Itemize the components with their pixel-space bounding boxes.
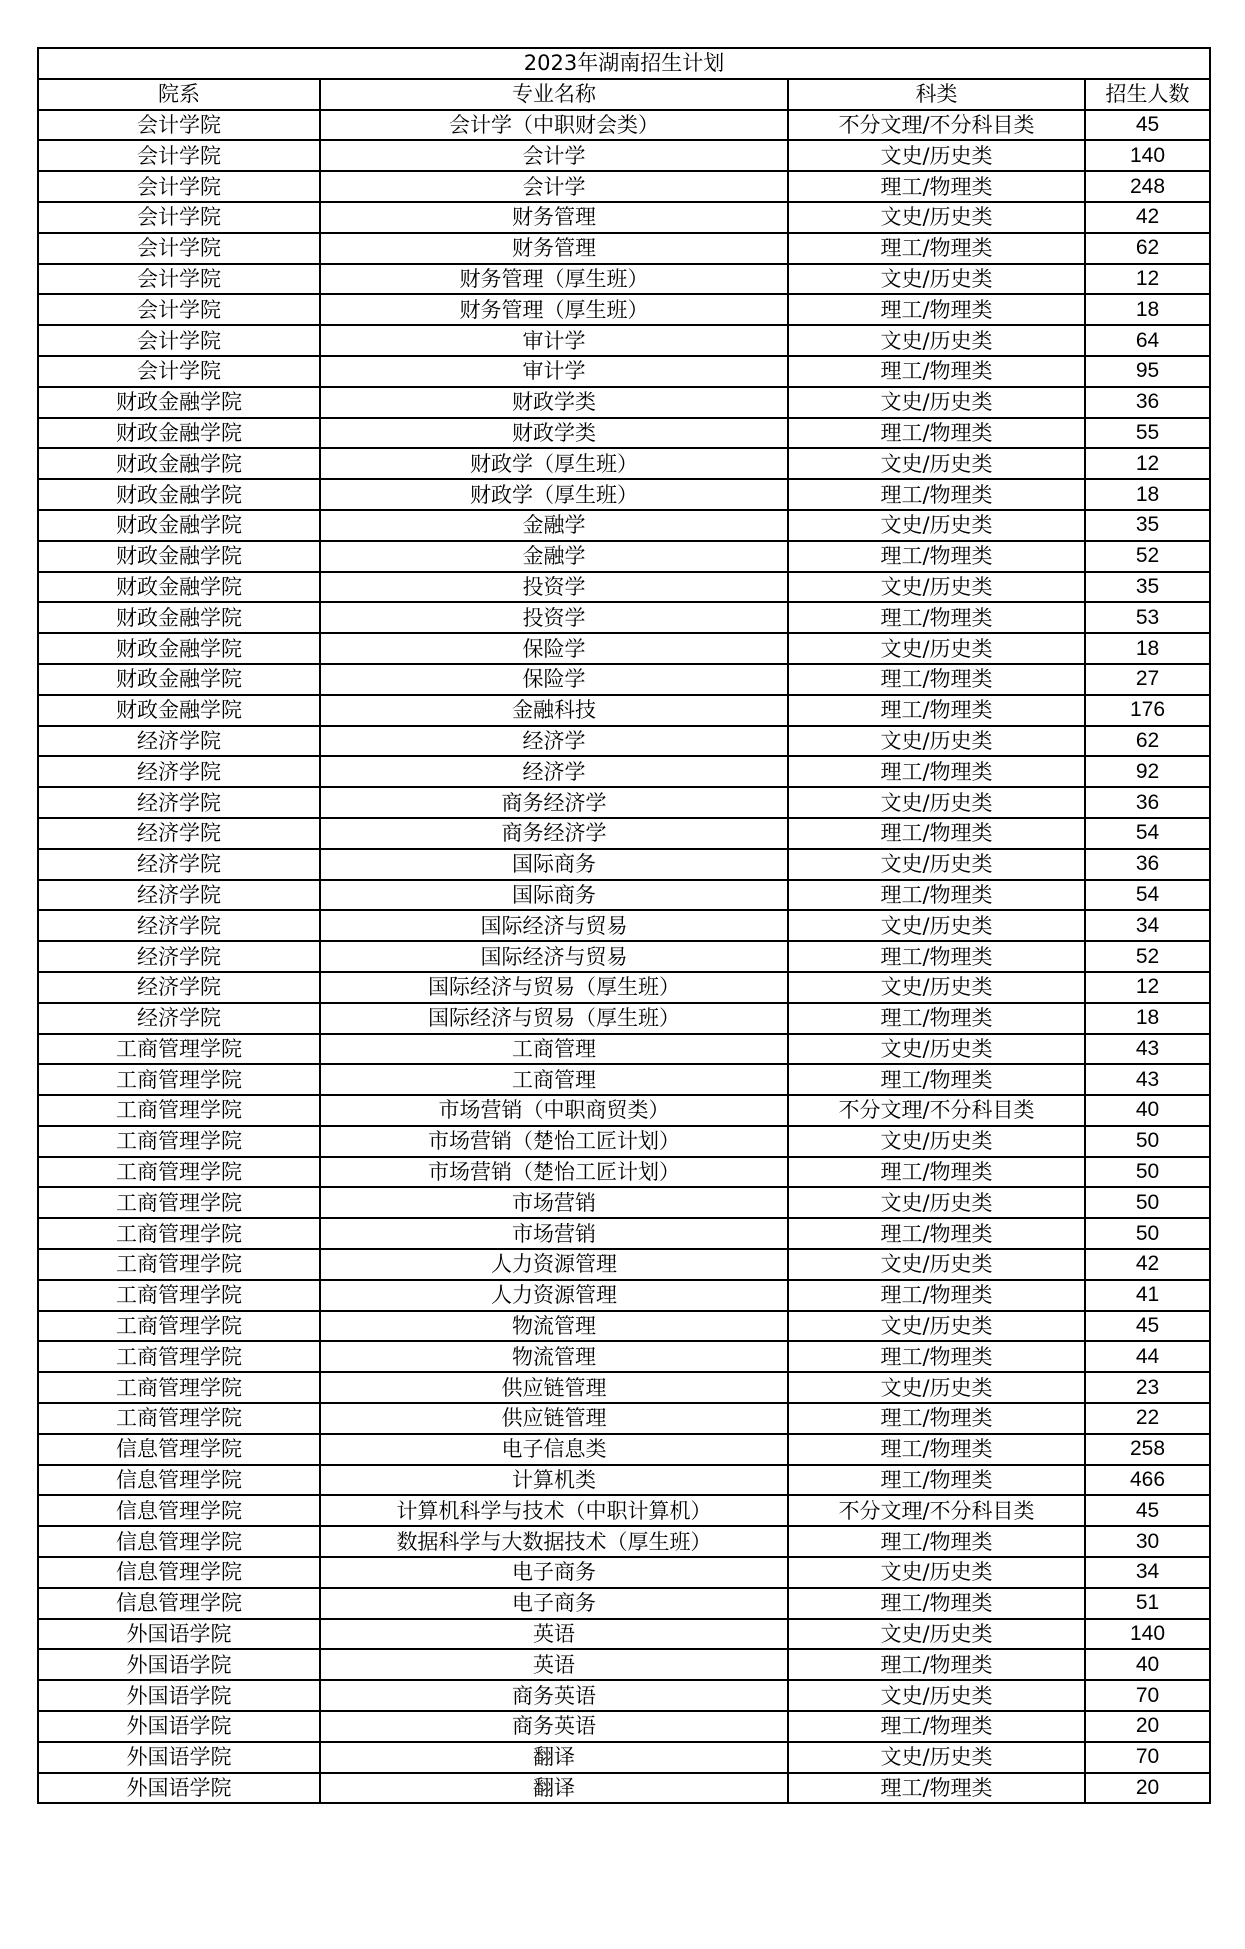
department-cell: 外国语学院 xyxy=(38,1619,320,1650)
table-row xyxy=(38,1003,1210,1034)
count-cell: 258 xyxy=(1085,1434,1210,1465)
major-cell: 会计学（中职财会类） xyxy=(320,110,788,141)
table-row xyxy=(38,1711,1210,1742)
count-cell: 50 xyxy=(1085,1218,1210,1249)
department-cell: 工商管理学院 xyxy=(38,1218,320,1249)
major-cell: 投资学 xyxy=(320,602,788,633)
category-cell: 文史/历史类 xyxy=(788,1034,1085,1065)
category-cell: 理工/物理类 xyxy=(788,1434,1085,1465)
major-cell: 人力资源管理 xyxy=(320,1249,788,1280)
category-cell: 理工/物理类 xyxy=(788,1526,1085,1557)
major-cell: 商务经济学 xyxy=(320,787,788,818)
major-cell: 供应链管理 xyxy=(320,1403,788,1434)
major-cell: 工商管理 xyxy=(320,1064,788,1095)
category-cell: 文史/历史类 xyxy=(788,572,1085,603)
category-cell: 文史/历史类 xyxy=(788,1311,1085,1342)
major-cell: 财政学（厚生班） xyxy=(320,479,788,510)
department-cell: 财政金融学院 xyxy=(38,602,320,633)
table-row xyxy=(38,1557,1210,1588)
count-cell: 140 xyxy=(1085,140,1210,171)
department-cell: 会计学院 xyxy=(38,110,320,141)
count-cell: 23 xyxy=(1085,1372,1210,1403)
department-cell: 财政金融学院 xyxy=(38,541,320,572)
department-cell: 经济学院 xyxy=(38,756,320,787)
major-cell: 市场营销（楚怡工匠计划） xyxy=(320,1157,788,1188)
table-row xyxy=(38,726,1210,757)
category-cell: 不分文理/不分科目类 xyxy=(788,1095,1085,1126)
major-cell: 工商管理 xyxy=(320,1034,788,1065)
department-cell: 外国语学院 xyxy=(38,1773,320,1804)
department-cell: 会计学院 xyxy=(38,264,320,295)
count-cell: 34 xyxy=(1085,910,1210,941)
count-cell: 12 xyxy=(1085,972,1210,1003)
category-cell: 理工/物理类 xyxy=(788,1711,1085,1742)
department-cell: 财政金融学院 xyxy=(38,572,320,603)
count-cell: 35 xyxy=(1085,572,1210,603)
category-cell: 文史/历史类 xyxy=(788,325,1085,356)
major-cell: 保险学 xyxy=(320,664,788,695)
count-cell: 50 xyxy=(1085,1187,1210,1218)
count-cell: 95 xyxy=(1085,356,1210,387)
department-cell: 会计学院 xyxy=(38,294,320,325)
major-cell: 国际经济与贸易（厚生班） xyxy=(320,1003,788,1034)
category-cell: 理工/物理类 xyxy=(788,171,1085,202)
department-cell: 经济学院 xyxy=(38,787,320,818)
category-cell: 文史/历史类 xyxy=(788,387,1085,418)
count-cell: 50 xyxy=(1085,1126,1210,1157)
count-cell: 34 xyxy=(1085,1557,1210,1588)
major-cell: 市场营销（中职商贸类） xyxy=(320,1095,788,1126)
major-cell: 金融科技 xyxy=(320,695,788,726)
major-cell: 商务英语 xyxy=(320,1711,788,1742)
count-cell: 62 xyxy=(1085,233,1210,264)
count-cell: 27 xyxy=(1085,664,1210,695)
category-cell: 文史/历史类 xyxy=(788,787,1085,818)
table-row xyxy=(38,1280,1210,1311)
count-cell: 20 xyxy=(1085,1711,1210,1742)
count-cell: 18 xyxy=(1085,294,1210,325)
major-cell: 金融学 xyxy=(320,541,788,572)
category-cell: 理工/物理类 xyxy=(788,1341,1085,1372)
category-cell: 理工/物理类 xyxy=(788,695,1085,726)
department-cell: 经济学院 xyxy=(38,941,320,972)
table-row xyxy=(38,1064,1210,1095)
major-cell: 国际商务 xyxy=(320,849,788,880)
category-cell: 理工/物理类 xyxy=(788,1403,1085,1434)
department-cell: 经济学院 xyxy=(38,910,320,941)
department-cell: 经济学院 xyxy=(38,726,320,757)
category-cell: 理工/物理类 xyxy=(788,1280,1085,1311)
table-row xyxy=(38,1649,1210,1680)
category-cell: 文史/历史类 xyxy=(788,633,1085,664)
category-cell: 文史/历史类 xyxy=(788,1249,1085,1280)
category-cell: 不分文理/不分科目类 xyxy=(788,1495,1085,1526)
count-cell: 36 xyxy=(1085,787,1210,818)
major-cell: 会计学 xyxy=(320,140,788,171)
major-cell: 国际经济与贸易（厚生班） xyxy=(320,972,788,1003)
major-cell: 财务管理 xyxy=(320,233,788,264)
department-cell: 会计学院 xyxy=(38,233,320,264)
category-cell: 文史/历史类 xyxy=(788,1680,1085,1711)
major-cell: 数据科学与大数据技术（厚生班） xyxy=(320,1526,788,1557)
table-row xyxy=(38,1773,1210,1804)
count-cell: 12 xyxy=(1085,448,1210,479)
category-cell: 不分文理/不分科目类 xyxy=(788,110,1085,141)
category-cell: 理工/物理类 xyxy=(788,1588,1085,1619)
major-cell: 财务管理（厚生班） xyxy=(320,264,788,295)
category-cell: 文史/历史类 xyxy=(788,1187,1085,1218)
table-row xyxy=(38,756,1210,787)
table-row xyxy=(38,664,1210,695)
department-cell: 信息管理学院 xyxy=(38,1588,320,1619)
table-row xyxy=(38,233,1210,264)
count-cell: 36 xyxy=(1085,849,1210,880)
table-row xyxy=(38,1034,1210,1065)
table-row xyxy=(38,1095,1210,1126)
department-cell: 工商管理学院 xyxy=(38,1157,320,1188)
table-row xyxy=(38,880,1210,911)
category-cell: 理工/物理类 xyxy=(788,602,1085,633)
category-cell: 文史/历史类 xyxy=(788,849,1085,880)
count-cell: 51 xyxy=(1085,1588,1210,1619)
category-cell: 理工/物理类 xyxy=(788,1773,1085,1804)
count-cell: 62 xyxy=(1085,726,1210,757)
department-cell: 经济学院 xyxy=(38,972,320,1003)
table-row xyxy=(38,448,1210,479)
table-row xyxy=(38,1187,1210,1218)
department-cell: 信息管理学院 xyxy=(38,1495,320,1526)
department-cell: 会计学院 xyxy=(38,356,320,387)
category-cell: 文史/历史类 xyxy=(788,972,1085,1003)
department-cell: 信息管理学院 xyxy=(38,1557,320,1588)
department-cell: 工商管理学院 xyxy=(38,1064,320,1095)
category-cell: 文史/历史类 xyxy=(788,202,1085,233)
table-row xyxy=(38,941,1210,972)
table-row xyxy=(38,479,1210,510)
table-row xyxy=(38,1311,1210,1342)
table-row xyxy=(38,1742,1210,1773)
category-cell: 理工/物理类 xyxy=(788,756,1085,787)
count-cell: 176 xyxy=(1085,695,1210,726)
department-cell: 外国语学院 xyxy=(38,1680,320,1711)
department-cell: 财政金融学院 xyxy=(38,448,320,479)
category-cell: 理工/物理类 xyxy=(788,541,1085,572)
major-cell: 翻译 xyxy=(320,1742,788,1773)
table-row xyxy=(38,1157,1210,1188)
count-cell: 36 xyxy=(1085,387,1210,418)
table-row xyxy=(38,110,1210,141)
department-cell: 会计学院 xyxy=(38,325,320,356)
header-department: 院系 xyxy=(38,79,320,110)
table-row xyxy=(38,572,1210,603)
category-cell: 文史/历史类 xyxy=(788,448,1085,479)
table-row xyxy=(38,1341,1210,1372)
table-row xyxy=(38,787,1210,818)
category-cell: 理工/物理类 xyxy=(788,294,1085,325)
count-cell: 54 xyxy=(1085,818,1210,849)
department-cell: 工商管理学院 xyxy=(38,1249,320,1280)
count-cell: 40 xyxy=(1085,1095,1210,1126)
major-cell: 市场营销 xyxy=(320,1218,788,1249)
table-row xyxy=(38,541,1210,572)
category-cell: 文史/历史类 xyxy=(788,1619,1085,1650)
table-row xyxy=(38,1126,1210,1157)
count-cell: 12 xyxy=(1085,264,1210,295)
count-cell: 54 xyxy=(1085,880,1210,911)
department-cell: 工商管理学院 xyxy=(38,1126,320,1157)
major-cell: 供应链管理 xyxy=(320,1372,788,1403)
count-cell: 45 xyxy=(1085,1495,1210,1526)
department-cell: 财政金融学院 xyxy=(38,695,320,726)
category-cell: 理工/物理类 xyxy=(788,233,1085,264)
table-row xyxy=(38,1526,1210,1557)
table-row xyxy=(38,1588,1210,1619)
major-cell: 保险学 xyxy=(320,633,788,664)
category-cell: 理工/物理类 xyxy=(788,941,1085,972)
major-cell: 经济学 xyxy=(320,756,788,787)
major-cell: 计算机科学与技术（中职计算机） xyxy=(320,1495,788,1526)
count-cell: 20 xyxy=(1085,1773,1210,1804)
major-cell: 英语 xyxy=(320,1649,788,1680)
table-row xyxy=(38,849,1210,880)
category-cell: 理工/物理类 xyxy=(788,1157,1085,1188)
count-cell: 140 xyxy=(1085,1619,1210,1650)
department-cell: 会计学院 xyxy=(38,171,320,202)
table-row xyxy=(38,325,1210,356)
category-cell: 文史/历史类 xyxy=(788,1372,1085,1403)
department-cell: 外国语学院 xyxy=(38,1649,320,1680)
major-cell: 财政学（厚生班） xyxy=(320,448,788,479)
department-cell: 工商管理学院 xyxy=(38,1311,320,1342)
count-cell: 43 xyxy=(1085,1034,1210,1065)
major-cell: 金融学 xyxy=(320,510,788,541)
table-row xyxy=(38,510,1210,541)
department-cell: 经济学院 xyxy=(38,880,320,911)
category-cell: 文史/历史类 xyxy=(788,910,1085,941)
department-cell: 会计学院 xyxy=(38,202,320,233)
category-cell: 文史/历史类 xyxy=(788,1126,1085,1157)
table-row xyxy=(38,1434,1210,1465)
major-cell: 物流管理 xyxy=(320,1311,788,1342)
major-cell: 电子信息类 xyxy=(320,1434,788,1465)
table-row xyxy=(38,294,1210,325)
major-cell: 商务英语 xyxy=(320,1680,788,1711)
table-row xyxy=(38,972,1210,1003)
major-cell: 会计学 xyxy=(320,171,788,202)
department-cell: 经济学院 xyxy=(38,818,320,849)
department-cell: 工商管理学院 xyxy=(38,1372,320,1403)
count-cell: 42 xyxy=(1085,1249,1210,1280)
category-cell: 文史/历史类 xyxy=(788,726,1085,757)
category-cell: 文史/历史类 xyxy=(788,1742,1085,1773)
major-cell: 国际经济与贸易 xyxy=(320,941,788,972)
table-row xyxy=(38,171,1210,202)
count-cell: 64 xyxy=(1085,325,1210,356)
table-row xyxy=(38,356,1210,387)
header-category: 科类 xyxy=(788,79,1085,110)
table-row xyxy=(38,387,1210,418)
major-cell: 国际经济与贸易 xyxy=(320,910,788,941)
department-cell: 工商管理学院 xyxy=(38,1403,320,1434)
category-cell: 文史/历史类 xyxy=(788,264,1085,295)
major-cell: 财务管理 xyxy=(320,202,788,233)
table-row xyxy=(38,1372,1210,1403)
table-row xyxy=(38,1465,1210,1496)
count-cell: 43 xyxy=(1085,1064,1210,1095)
department-cell: 信息管理学院 xyxy=(38,1526,320,1557)
major-cell: 财政学类 xyxy=(320,418,788,449)
major-cell: 物流管理 xyxy=(320,1341,788,1372)
table-row xyxy=(38,418,1210,449)
department-cell: 信息管理学院 xyxy=(38,1465,320,1496)
count-cell: 248 xyxy=(1085,171,1210,202)
category-cell: 理工/物理类 xyxy=(788,664,1085,695)
count-cell: 35 xyxy=(1085,510,1210,541)
major-cell: 审计学 xyxy=(320,325,788,356)
major-cell: 电子商务 xyxy=(320,1588,788,1619)
department-cell: 财政金融学院 xyxy=(38,387,320,418)
table-row xyxy=(38,633,1210,664)
count-cell: 53 xyxy=(1085,602,1210,633)
department-cell: 财政金融学院 xyxy=(38,418,320,449)
department-cell: 信息管理学院 xyxy=(38,1434,320,1465)
category-cell: 理工/物理类 xyxy=(788,1003,1085,1034)
count-cell: 18 xyxy=(1085,479,1210,510)
count-cell: 22 xyxy=(1085,1403,1210,1434)
major-cell: 国际商务 xyxy=(320,880,788,911)
table-row xyxy=(38,910,1210,941)
count-cell: 18 xyxy=(1085,633,1210,664)
department-cell: 工商管理学院 xyxy=(38,1034,320,1065)
count-cell: 466 xyxy=(1085,1465,1210,1496)
major-cell: 翻译 xyxy=(320,1773,788,1804)
table-row xyxy=(38,202,1210,233)
header-count: 招生人数 xyxy=(1085,79,1210,110)
department-cell: 财政金融学院 xyxy=(38,510,320,541)
table-row xyxy=(38,1619,1210,1650)
major-cell: 经济学 xyxy=(320,726,788,757)
major-cell: 市场营销 xyxy=(320,1187,788,1218)
major-cell: 人力资源管理 xyxy=(320,1280,788,1311)
department-cell: 经济学院 xyxy=(38,1003,320,1034)
department-cell: 工商管理学院 xyxy=(38,1095,320,1126)
category-cell: 文史/历史类 xyxy=(788,140,1085,171)
major-cell: 投资学 xyxy=(320,572,788,603)
count-cell: 45 xyxy=(1085,110,1210,141)
major-cell: 财政学类 xyxy=(320,387,788,418)
major-cell: 审计学 xyxy=(320,356,788,387)
table-row xyxy=(38,1680,1210,1711)
table-body xyxy=(38,110,1210,1804)
category-cell: 理工/物理类 xyxy=(788,418,1085,449)
table-row xyxy=(38,602,1210,633)
department-cell: 外国语学院 xyxy=(38,1742,320,1773)
count-cell: 55 xyxy=(1085,418,1210,449)
department-cell: 财政金融学院 xyxy=(38,633,320,664)
table-row xyxy=(38,1249,1210,1280)
major-cell: 财务管理（厚生班） xyxy=(320,294,788,325)
title-row xyxy=(38,48,1210,79)
count-cell: 92 xyxy=(1085,756,1210,787)
count-cell: 70 xyxy=(1085,1742,1210,1773)
count-cell: 52 xyxy=(1085,941,1210,972)
header-major: 专业名称 xyxy=(320,79,788,110)
category-cell: 理工/物理类 xyxy=(788,880,1085,911)
category-cell: 理工/物理类 xyxy=(788,1064,1085,1095)
table-row xyxy=(38,1495,1210,1526)
category-cell: 理工/物理类 xyxy=(788,1465,1085,1496)
count-cell: 30 xyxy=(1085,1526,1210,1557)
major-cell: 商务经济学 xyxy=(320,818,788,849)
count-cell: 70 xyxy=(1085,1680,1210,1711)
count-cell: 45 xyxy=(1085,1311,1210,1342)
category-cell: 文史/历史类 xyxy=(788,1557,1085,1588)
department-cell: 工商管理学院 xyxy=(38,1341,320,1372)
table-row xyxy=(38,1218,1210,1249)
department-cell: 财政金融学院 xyxy=(38,479,320,510)
count-cell: 44 xyxy=(1085,1341,1210,1372)
category-cell: 文史/历史类 xyxy=(788,510,1085,541)
table-row xyxy=(38,695,1210,726)
count-cell: 52 xyxy=(1085,541,1210,572)
category-cell: 理工/物理类 xyxy=(788,1649,1085,1680)
table-row xyxy=(38,818,1210,849)
enrollment-plan-table xyxy=(37,47,1211,1804)
major-cell: 英语 xyxy=(320,1619,788,1650)
table-row xyxy=(38,1403,1210,1434)
count-cell: 50 xyxy=(1085,1157,1210,1188)
table-title: 2023年湖南招生计划 xyxy=(38,48,1210,79)
count-cell: 42 xyxy=(1085,202,1210,233)
major-cell: 计算机类 xyxy=(320,1465,788,1496)
department-cell: 经济学院 xyxy=(38,849,320,880)
department-cell: 工商管理学院 xyxy=(38,1187,320,1218)
major-cell: 电子商务 xyxy=(320,1557,788,1588)
category-cell: 理工/物理类 xyxy=(788,1218,1085,1249)
count-cell: 18 xyxy=(1085,1003,1210,1034)
category-cell: 理工/物理类 xyxy=(788,356,1085,387)
department-cell: 外国语学院 xyxy=(38,1711,320,1742)
department-cell: 财政金融学院 xyxy=(38,664,320,695)
count-cell: 40 xyxy=(1085,1649,1210,1680)
category-cell: 理工/物理类 xyxy=(788,818,1085,849)
header-row xyxy=(38,79,1210,110)
table-row xyxy=(38,264,1210,295)
department-cell: 会计学院 xyxy=(38,140,320,171)
major-cell: 市场营销（楚怡工匠计划） xyxy=(320,1126,788,1157)
department-cell: 工商管理学院 xyxy=(38,1280,320,1311)
count-cell: 41 xyxy=(1085,1280,1210,1311)
table-row xyxy=(38,140,1210,171)
category-cell: 理工/物理类 xyxy=(788,479,1085,510)
